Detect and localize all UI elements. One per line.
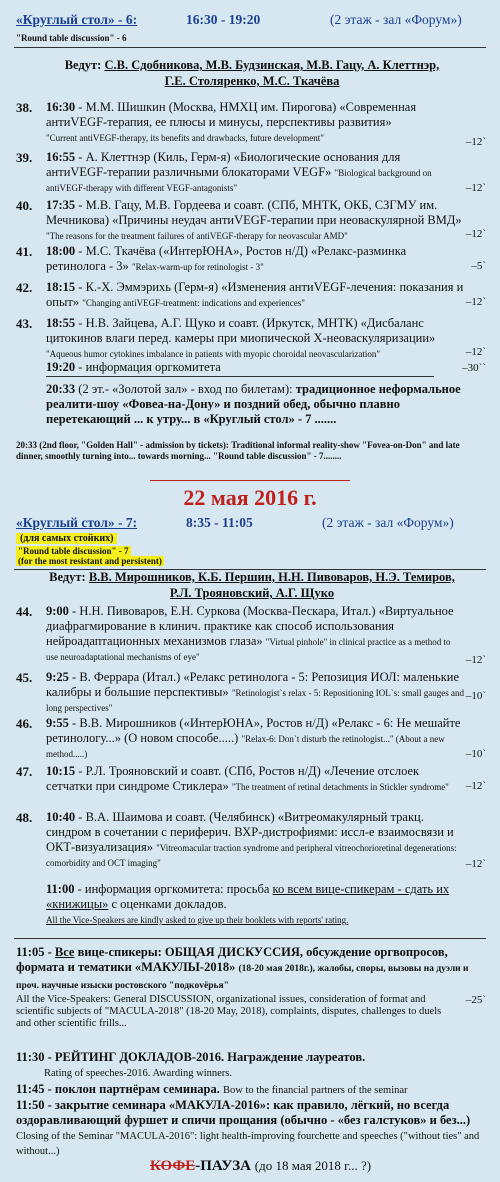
evening-en-location: 20:33 (2nd floor, "Golden Hall" - admission by tickets): <box>16 440 229 450</box>
talk-duration: –12` <box>465 296 486 308</box>
talk-39 <box>16 150 486 198</box>
pause <box>150 1158 371 1175</box>
talk-time: 9:55 <box>46 716 69 730</box>
talk-number: 40. <box>16 198 33 213</box>
section-7-en-note: (for the most resistant and persistent) <box>18 556 162 566</box>
info-time: 19:20 <box>46 360 76 374</box>
info-text-en: All the Vice-Speakers are kindly asked to give up their booklets with reports' rating. <box>46 915 349 925</box>
partners-thanks <box>16 1082 486 1098</box>
talk-duration: –12` <box>465 136 486 148</box>
thanks-title: 11:45 - поклон партнёрам семинара. <box>16 1082 220 1096</box>
talk-title-en: "Retinologist`s relax - 5: Repositioning IOL`s: small gauges and long perspectives" <box>46 688 464 713</box>
talk-number: 48. <box>16 810 33 825</box>
talk-number: 38. <box>16 100 33 115</box>
info-duration: –30`` <box>462 362 486 374</box>
pause-word: -ПАУЗА <box>195 1158 251 1174</box>
section-6-leads <box>16 57 488 89</box>
discussion-all: Все <box>54 945 75 959</box>
info-19-20 <box>16 360 486 376</box>
talk-title-en: "Relax-warm-up for retinologist - 3" <box>131 262 264 272</box>
section-6-place: (2 этаж - зал «Форум») <box>330 12 462 27</box>
talk-41 <box>16 244 486 280</box>
evening-description: традиционное неформальное реалити-шоу «Фовеа-на-Дону» и поздний обед, обычно плавно перетекающий ... к утру... в «Круглый стол» - 7 ....... <box>46 382 461 426</box>
talk-title: - В.В. Мирошников («ИнтерЮНА», Ростов н/Д) «Релакс - 6: Не мешайте ретинологу...» (О новом способе.....) <box>46 716 461 745</box>
talk-time: 9:25 <box>46 670 69 684</box>
talk-title-en: "Current antiVEGF-therapy, its benefits and drawbacks, future development" <box>46 133 324 143</box>
talk-title: - Р.Л. Трояновский и соавт. (СПб, Ростов н/Д) «Лечение отслоек сетчатки при синдроме Стиклера» <box>46 764 420 793</box>
talk-time: 16:55 <box>46 150 76 164</box>
talk-number: 44. <box>16 604 33 619</box>
talk-title: - В. Феррара (Итал.) «Релакс ретинолога - 5: Репозиция ИОЛ: маленькие калибры и большие перспективы» <box>46 670 460 699</box>
talk-number: 39. <box>16 150 33 165</box>
day-date: 22 мая 2016 г. <box>183 485 317 510</box>
rating-en: Rating of speeches-2016. Awarding winners. <box>44 1068 232 1079</box>
rating <box>16 1050 486 1081</box>
talk-title: - М.В. Гацу, М.В. Гордеева и соавт. (СПб, МНТК, ОКБ, СЗГМУ им. Мечникова) «Причины неудач антиVEGF-терапии при неоваскулярной ВМД» <box>46 198 462 227</box>
talk-duration: –12` <box>465 858 486 870</box>
talk-40 <box>16 198 486 242</box>
talk-38 <box>16 100 486 150</box>
talk-title-en: "Biological background on antiVEGF-therapy with different VEGF-antagonists" <box>46 168 432 193</box>
talk-title: - М.С. Ткачёва («ИнтерЮНА», Ростов н/Д) «Релакс-разминка ретинолога - 3» <box>46 244 407 273</box>
closing-title: 11:50 - закрытие семинара «МАКУЛА-2016»: как правило, лёгкий, но всегда оздоравливающий фуршет и спичи прощания (обычно - «без галстуков» и без...) <box>16 1098 471 1127</box>
pause-struck-word: КОФЕ <box>150 1158 196 1174</box>
info-text-underlined: ко всем вице-спикерам - сдать их «книжицы» <box>46 882 450 911</box>
talk-number: 46. <box>16 716 33 731</box>
date-divider <box>150 480 350 481</box>
talk-time: 17:35 <box>46 198 76 212</box>
talk-42 <box>16 280 486 316</box>
talk-time: 10:15 <box>46 764 76 778</box>
closing <box>16 1098 486 1158</box>
info-11-00 <box>16 882 486 932</box>
talk-duration: –12` <box>465 654 486 666</box>
section-6-en: "Round table discussion" - 6 <box>16 33 127 43</box>
talk-duration: –10` <box>465 748 486 760</box>
talk-time: 9:00 <box>46 604 69 618</box>
pause-note: (до 18 мая 2018 г... ?) <box>254 1158 372 1173</box>
talk-48 <box>16 810 486 880</box>
talk-number: 43. <box>16 316 33 331</box>
talk-title: - М.М. Шишкин (Москва, НМХЦ им. Пирогова) «Современная антиVEGF-терапия, ее плюсы и минусы, перспективы развития» <box>46 100 417 129</box>
discussion-details: (18-20 мая 2018г.), жалобы, споры, вызовы на дуэли и проч. научные изыски ростовского "подкovёрья" <box>16 964 469 991</box>
talk-time: 16:30 <box>46 100 76 114</box>
section-7-leads <box>16 569 488 601</box>
talk-title-en: "Changing antiVEGF-treatment: indications and experiences" <box>82 298 305 308</box>
talk-title: - К.-Х. Эммэрихь (Герм-я) «Изменения антиVEGF-лечения: показания и опыт» <box>46 280 464 309</box>
talk-46 <box>16 716 486 764</box>
leads-line-1: В.В. Мирошников, К.Б. Першин, Н.Н. Пивоваров, Н.Э. Темиров, <box>88 570 455 584</box>
talk-title-en: "Virtual pinhole" in clinical practice as a method to use neuroadaptational mechanisms of eye" <box>46 637 451 662</box>
section-6-time: 16:30 - 19:20 <box>186 12 261 27</box>
general-discussion <box>16 945 486 1030</box>
evening-en-description: Traditional informal reality-show "Fovea-on-Don" and late dinner, smoothly turning into... towards morning... "Round table discussion" - 7........ <box>16 440 460 461</box>
talk-title-en: "Aqueous humor cytokines imbalance in patients with myopic choroidal neovascularization" <box>46 349 381 359</box>
talk-time: 10:40 <box>46 810 76 824</box>
info-text-end: с оценками докладов. <box>111 897 227 911</box>
talk-title-en: "The reasons for the treatment failures of antiVEGF-therapy for neovascular AMD" <box>46 231 348 241</box>
leads-label: Ведут: <box>49 570 86 584</box>
leads-label: Ведут: <box>64 58 102 72</box>
discussion-duration: –25` <box>465 994 486 1006</box>
talk-title: - В.А. Шаимова и соавт. (Челябинск) «Витреомакулярный тракц. синдром в сочетании с периферич. ВХР-дистрофиями: иссл-е взаимосвязи и ОКТ-визуализация» <box>46 810 454 854</box>
talk-title: - А. Клеттнэр (Киль, Герм-я) «Биологические основания для антиVEGF-терапии различными блокаторами VEGF» <box>46 150 401 179</box>
talk-43 <box>16 316 486 358</box>
talk-time: 18:15 <box>46 280 76 294</box>
talk-number: 42. <box>16 280 33 295</box>
talk-title: - Н.Н. Пивоваров, Е.Н. Суркова (Москва-Пескара, Итал.) «Виртуальное диафрагмирование в клинич. практике как способ использования нейроадаптационных механизмов глаза» <box>46 604 454 648</box>
talk-time: 18:55 <box>46 316 76 330</box>
section-7-title: «Круглый стол» - 7: <box>16 515 138 530</box>
divider <box>14 47 486 48</box>
section-7-note: (для самых стойких) <box>16 533 117 544</box>
evening-en <box>16 440 486 462</box>
talk-duration: –10` <box>465 690 486 702</box>
leads-line-2: Р.Л. Трояновский, А.Г. Щуко <box>169 586 335 600</box>
thanks-en: Bow to the financial partners of the seminar <box>222 1085 408 1096</box>
evening-location: (2 эт.- «Золотой зал» - вход по билетам): <box>78 382 293 396</box>
discussion-time: 11:05 - <box>16 945 52 959</box>
talk-duration: –12` <box>465 182 486 194</box>
section-6-title: «Круглый стол» - 6: <box>16 12 138 27</box>
talk-44 <box>16 604 486 670</box>
section-7-place: (2 этаж - зал «Форум») <box>322 515 454 530</box>
talk-number: 45. <box>16 670 33 685</box>
evening-time: 20:33 <box>46 382 76 396</box>
info-time: 11:00 <box>46 882 75 896</box>
talk-45 <box>16 670 486 716</box>
rating-title: 11:30 - РЕЙТИНГ ДОКЛАДОВ-2016. Награждение лауреатов. <box>16 1050 366 1064</box>
divider <box>46 376 434 377</box>
talk-duration: –5` <box>471 260 486 272</box>
talk-duration: –12` <box>465 780 486 792</box>
talk-number: 41. <box>16 244 33 259</box>
talk-duration: –12` <box>465 228 486 240</box>
section-7-en: "Round table discussion" - 7 <box>18 546 129 556</box>
talk-number: 47. <box>16 764 33 779</box>
talk-title-en: "Vitreomacular traction syndrome and peripheral vitreochorioretinal degenerations: comorbidity and OCT imaging" <box>46 843 457 868</box>
talk-47 <box>16 764 486 810</box>
talk-title: - Н.В. Зайцева, А.Г. Щуко и соавт. (Иркутск, МНТК) «Дисбаланс цитокинов влаги перед. камеры при миопической Х-неоваскуляризации» <box>46 316 436 345</box>
closing-en: Closing of the Seminar "MACULA-2016": light health-improving fourchette and speeches ("without ties" and without...) <box>16 1131 480 1157</box>
talk-title-en: "Relax-6: Don`t disturb the retinologist..." (About a new method.....) <box>46 734 445 759</box>
talk-time: 18:00 <box>46 244 76 258</box>
info-text: - информация оргкомитета <box>78 360 221 374</box>
talk-title-en: "The treatment of retinal detachments in Stickler syndrome" <box>231 782 449 792</box>
info-text: - информация оргкомитета: просьба <box>77 882 270 896</box>
leads-line-2: Г.Е. Столяренко, М.С. Ткачёва <box>164 74 340 88</box>
talk-duration: –12` <box>465 346 486 358</box>
leads-line-1: С.В. Сдобникова, М.В. Будзинская, М.В. Гацу, А. Клеттнэр, <box>104 58 440 72</box>
discussion-en: All the Vice-Speakers: General DISCUSSION, organizational issues, consideration of format and scientific subjects of "MACULA-2018" (18-20 May, 2018), complaints, disputes, challenges to duels and other scientific frills... <box>16 994 442 1029</box>
divider <box>14 938 486 939</box>
section-7-time: 8:35 - 11:05 <box>186 515 253 530</box>
discussion-title: вице-спикеры: ОБЩАЯ ДИСКУССИЯ, обсуждение оргвопросов, формата и тематики «МАКУЛЫ-2018» <box>16 945 448 974</box>
